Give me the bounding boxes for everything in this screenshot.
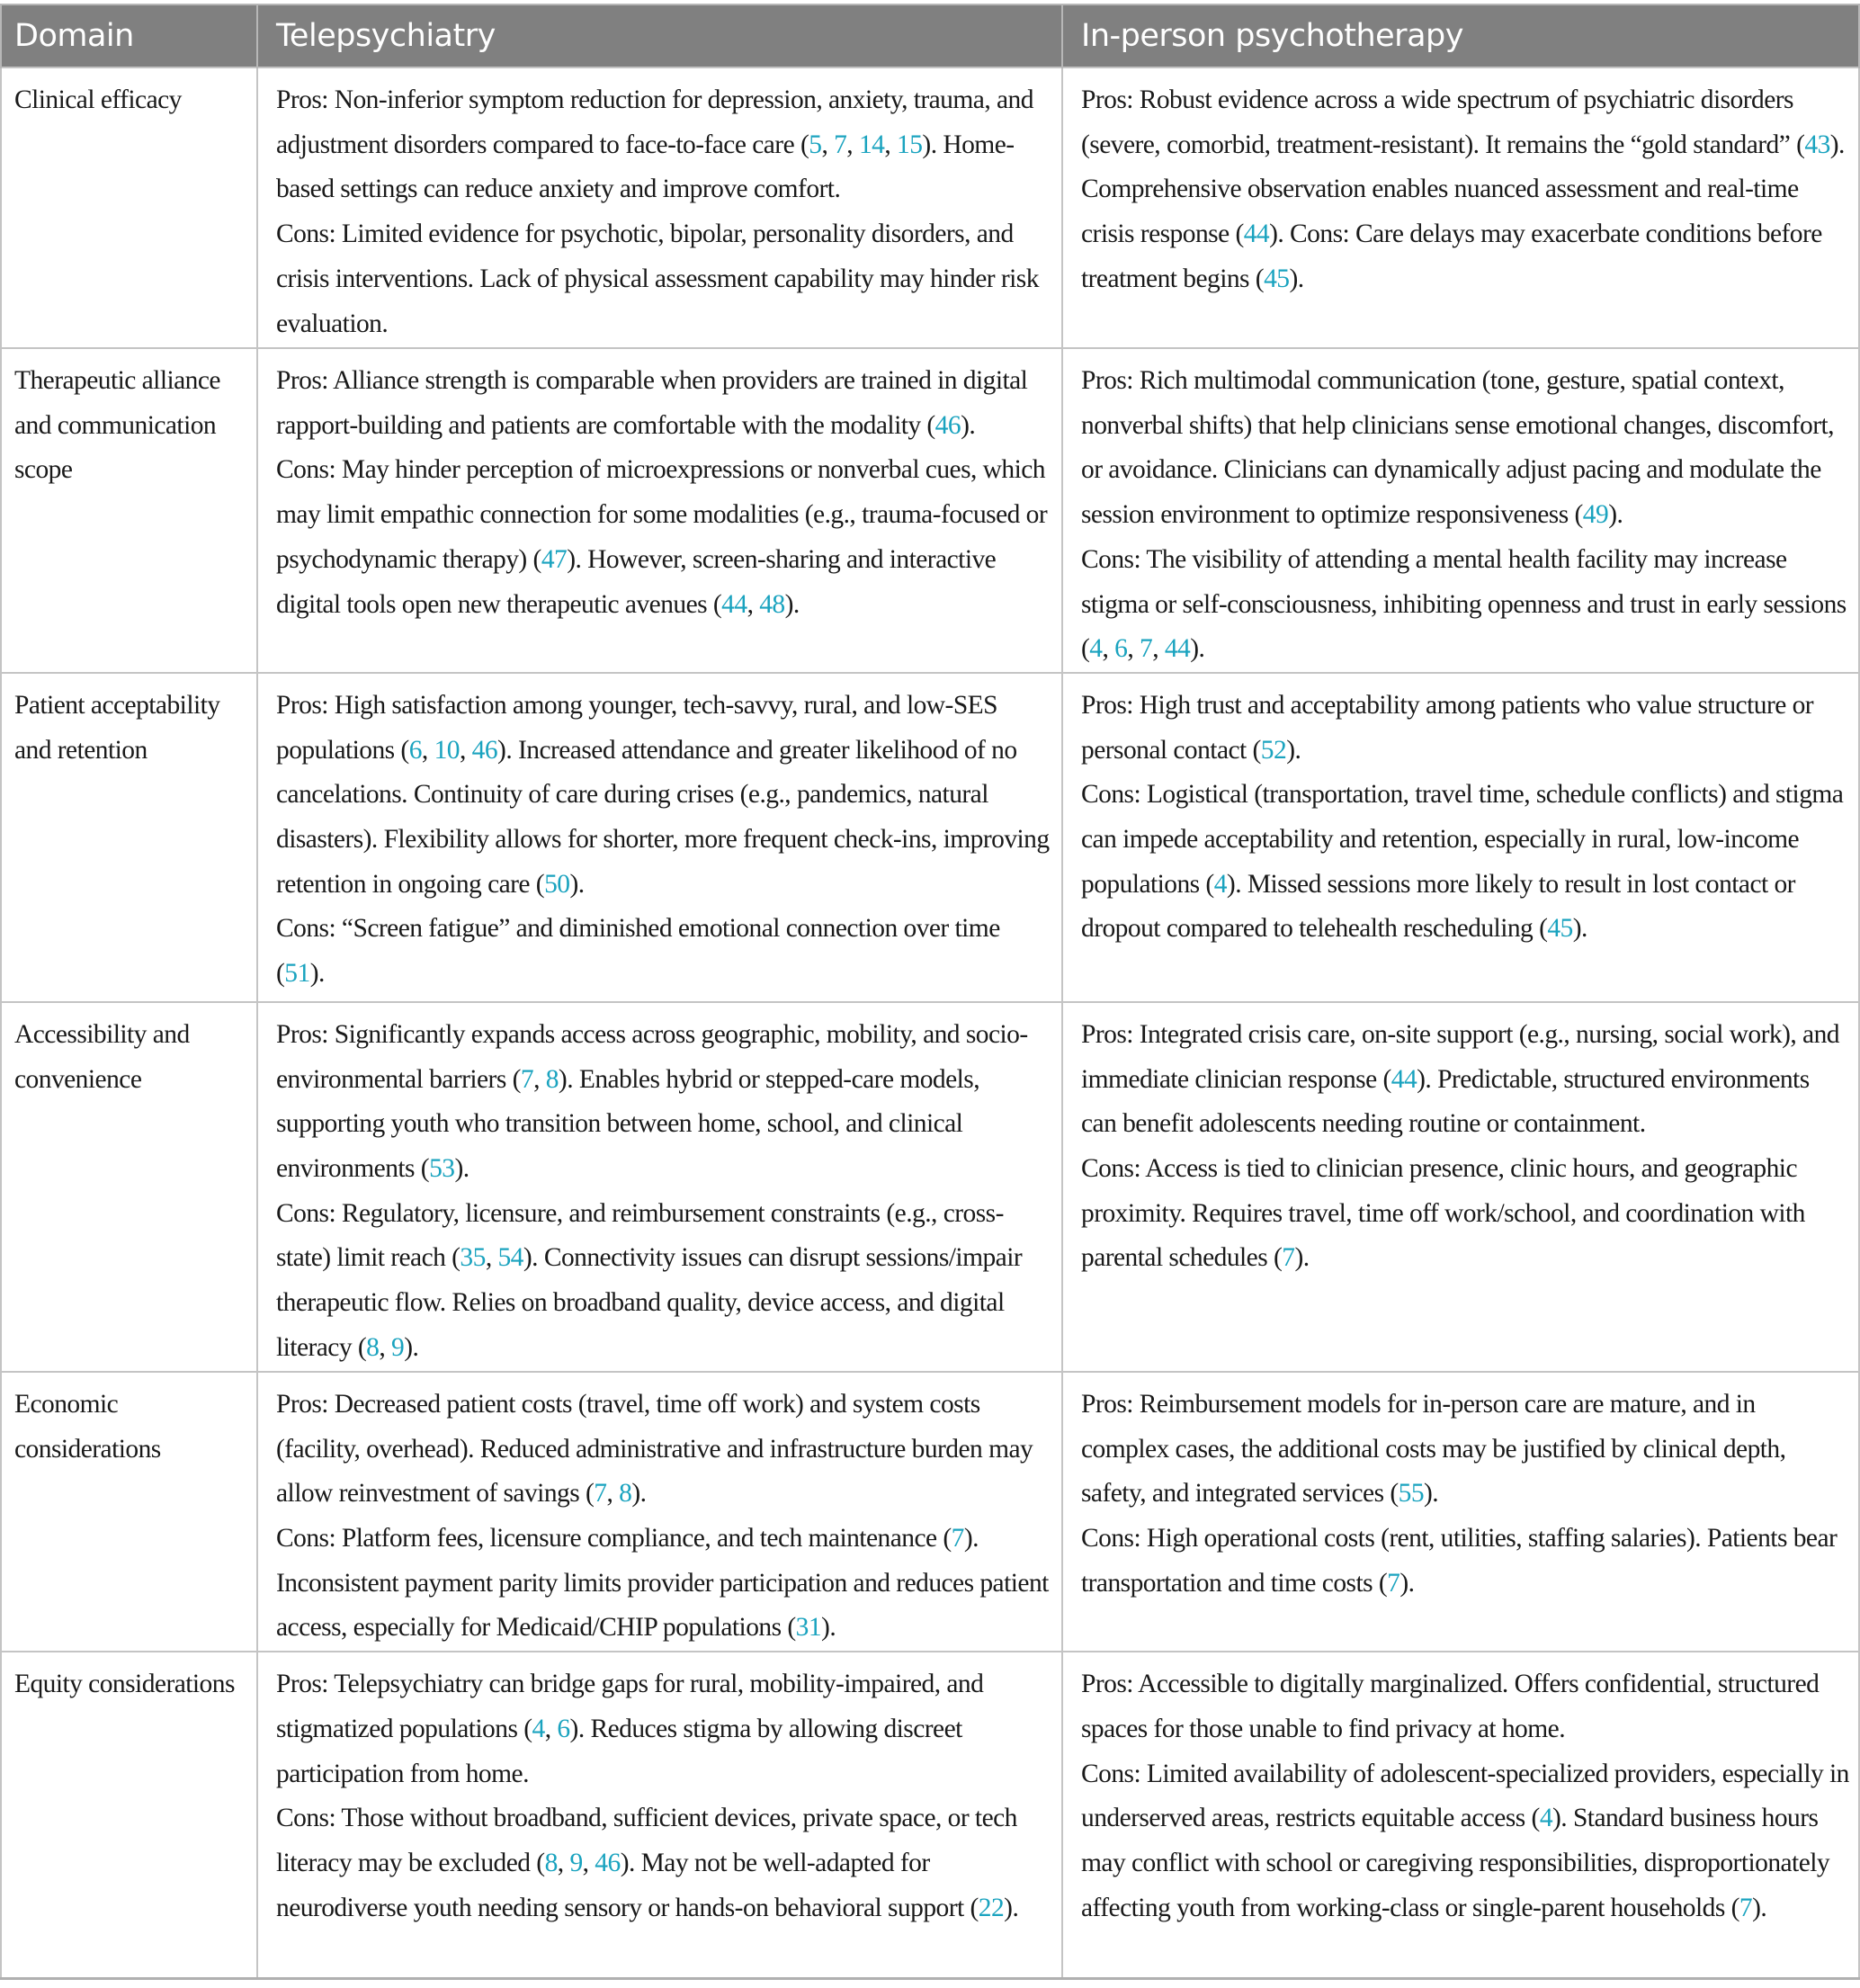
cell-text: , (421, 735, 434, 765)
cell-text: ). (309, 959, 325, 989)
cell-text: Cons: Platform fees, licensure compliance, and tech maintenance ( (276, 1524, 952, 1554)
table-header (1, 4, 1859, 67)
cell-text: ). Inconsistent payment parity limits provider participation and reduces patient access, especially for Medicaid/CHIP populations ( (276, 1524, 1049, 1643)
citation-link[interactable]: 35 (460, 1243, 486, 1273)
cell-paragraph (1081, 1383, 1849, 1517)
cell-text: ). (404, 1332, 419, 1362)
table-row (1, 67, 1859, 348)
citation-link[interactable]: 49 (1582, 500, 1609, 530)
cell-paragraph (276, 907, 1052, 996)
cell-text: ). (631, 1479, 647, 1509)
citation-link[interactable]: 48 (759, 589, 785, 619)
cell-paragraph (276, 78, 1052, 212)
citation-link[interactable]: 46 (595, 1848, 621, 1877)
citation-link[interactable]: 53 (429, 1154, 455, 1184)
citation-link[interactable]: 6 (1114, 634, 1128, 664)
table-row (1, 1002, 1859, 1372)
citation-link[interactable]: 43 (1804, 130, 1830, 159)
cell-text: ). Comprehensive observation enables nuanced assessment and real-time crisis response ( (1081, 130, 1845, 249)
cell-text: Pros: Integrated crisis care, on-site support (e.g., nursing, social work), and immediate clinician response ( (1081, 1019, 1839, 1094)
cell-text: Pros: Reimbursement models for in-person care are mature, and in complex cases, the additional costs may be justified by clinical depth, safety, and integrated services ( (1081, 1389, 1786, 1509)
telepsychiatry-cell (257, 673, 1062, 1002)
citation-link[interactable]: 44 (1243, 219, 1270, 249)
cell-text: , (582, 1848, 595, 1877)
cell-paragraph (1081, 773, 1849, 952)
citation-link[interactable]: 54 (497, 1243, 523, 1273)
cell-paragraph (276, 1517, 1052, 1651)
citation-link[interactable]: 4 (1089, 634, 1103, 664)
citation-link[interactable]: 7 (594, 1479, 607, 1509)
comparison-table (0, 4, 1860, 1980)
telepsychiatry-cell (257, 67, 1062, 348)
cell-text: ). Increased attendance and greater likelihood of no cancelations. Continuity of care during crises (e.g., pandemics, natural disasters). Flexibility allows for shorter, more frequent check-ins, improving retention in ongoing care ( (276, 735, 1050, 899)
citation-link[interactable]: 8 (544, 1848, 558, 1877)
domain-cell: Clinical efficacy (1, 67, 257, 348)
domain-cell: Economic considerations (1, 1372, 257, 1652)
citation-link[interactable]: 52 (1260, 735, 1287, 765)
cell-text: Cons: Limited availability of adolescent-specialized providers, especially in underserved areas, restricts equitable access ( (1081, 1759, 1849, 1833)
citation-link[interactable]: 44 (721, 589, 747, 619)
comparison-table-container (0, 4, 1858, 1980)
cell-text: Pros: Robust evidence across a wide spectrum of psychiatric disorders (severe, comorbid, treatment-resistant). It remains the “gold standard” ( (1081, 85, 1805, 159)
cell-paragraph (276, 1383, 1052, 1517)
cell-text: , (544, 1714, 558, 1743)
cell-text: Cons: High operational costs (rent, utilities, staffing salaries). Patients bear transportation and time costs ( (1081, 1524, 1838, 1598)
cell-paragraph (276, 448, 1052, 627)
cell-text: ). (1190, 634, 1205, 664)
in-person-cell (1062, 1002, 1859, 1372)
cell-paragraph (276, 359, 1052, 448)
cell-text: Cons: Those without broadband, sufficient devices, private space, or tech literacy may be excluded ( (276, 1804, 1017, 1877)
cell-paragraph (1081, 1752, 1849, 1931)
header-row (1, 4, 1859, 67)
citation-link[interactable]: 7 (834, 130, 847, 159)
cell-text: ). Missed sessions more likely to result in lost contact or dropout compared to telehealth rescheduling ( (1081, 869, 1795, 944)
table-body (1, 67, 1859, 1979)
citation-link[interactable]: 8 (366, 1332, 380, 1362)
citation-link[interactable]: 7 (1739, 1893, 1753, 1922)
cell-text: Cons: Limited evidence for psychotic, bipolar, personality disorders, and crisis interventions. Lack of physical assessment capability may hinder risk evaluation. (276, 219, 1039, 338)
citation-link[interactable]: 22 (978, 1893, 1005, 1922)
cell-paragraph (276, 684, 1052, 908)
citation-link[interactable]: 7 (1387, 1568, 1400, 1598)
telepsychiatry-cell (257, 1652, 1062, 1979)
in-person-cell (1062, 348, 1859, 673)
cell-text: Cons: May hinder perception of microexpressions or nonverbal cues, which may limit empathic connection for some modalities (e.g., trauma-focused or psychodynamic therapy) ( (276, 455, 1048, 574)
citation-link[interactable]: 4 (532, 1714, 545, 1743)
cell-text: ). Connectivity issues can disrupt sessions/impair therapeutic flow. Relies on broadband quality, device access, and digital literacy ( (276, 1243, 1023, 1362)
cell-text: , (846, 130, 859, 159)
cell-text: ). Predictable, structured environments can benefit adolescents needing routine or containment. (1081, 1064, 1810, 1139)
cell-paragraph (1081, 684, 1849, 773)
citation-link[interactable]: 44 (1164, 634, 1191, 664)
in-person-cell (1062, 1652, 1859, 1979)
citation-link[interactable]: 7 (1140, 634, 1153, 664)
citation-link[interactable]: 44 (1391, 1064, 1417, 1094)
cell-text: ). (454, 1154, 469, 1184)
cell-text: ). (1608, 500, 1623, 530)
cell-paragraph (1081, 78, 1849, 302)
header-domain: Domain (1, 4, 257, 67)
cell-text: ). Enables hybrid or stepped-care models, supporting youth who transition between home, school, and clinical environments ( (276, 1064, 980, 1184)
cell-paragraph (1081, 1517, 1849, 1606)
header-in-person: In-person psychotherapy (1062, 4, 1859, 67)
cell-text: ). (784, 589, 800, 619)
citation-link[interactable]: 46 (934, 410, 961, 440)
in-person-cell (1062, 673, 1859, 1002)
cell-paragraph (1081, 1662, 1849, 1751)
table-row (1, 1652, 1859, 1979)
citation-link[interactable]: 7 (951, 1524, 964, 1554)
cell-paragraph (276, 1192, 1052, 1371)
citation-link[interactable]: 9 (391, 1332, 405, 1362)
citation-link[interactable]: 6 (557, 1714, 570, 1743)
cell-text: Pros: High trust and acceptability among patients who value structure or personal contact ( (1081, 690, 1814, 765)
citation-link[interactable]: 15 (897, 130, 923, 159)
citation-link[interactable]: 31 (795, 1613, 822, 1643)
cell-paragraph (276, 1013, 1052, 1192)
telepsychiatry-cell (257, 1372, 1062, 1652)
table-row (1, 348, 1859, 673)
citation-link[interactable]: 5 (809, 130, 822, 159)
cell-text: ). Standard business hours may conflict with school or caregiving responsibilities, disproportionately affecting youth from working-class or single-parent households ( (1081, 1804, 1830, 1922)
cell-text: , (606, 1479, 620, 1509)
domain-cell: Equity considerations (1, 1652, 257, 1979)
citation-link[interactable]: 6 (408, 735, 422, 765)
cell-text: ). (1399, 1568, 1415, 1598)
cell-paragraph (1081, 1013, 1849, 1147)
citation-link[interactable]: 45 (1547, 914, 1573, 944)
telepsychiatry-cell (257, 1002, 1062, 1372)
cell-text: Cons: Access is tied to clinician presence, clinic hours, and geographic proximity. Requires travel, time off work/school, and coordination with parental schedules ( (1081, 1154, 1805, 1273)
cell-text: , (1152, 634, 1165, 664)
citation-link[interactable]: 10 (434, 735, 460, 765)
cell-text: , (747, 589, 760, 619)
citation-link[interactable]: 8 (545, 1064, 559, 1094)
citation-link[interactable]: 4 (1539, 1804, 1553, 1833)
cell-text: ). Home-based settings can reduce anxiety and improve comfort. (276, 130, 1015, 204)
citation-link[interactable]: 55 (1398, 1479, 1425, 1509)
cell-text: ). (961, 410, 976, 440)
cell-paragraph (276, 212, 1052, 346)
cell-text: Pros: Significantly expands access across geographic, mobility, and socio-environmental barriers ( (276, 1019, 1028, 1094)
citation-link[interactable]: 9 (569, 1848, 583, 1877)
cell-text: ). (1289, 264, 1304, 293)
cell-text: Pros: High satisfaction among younger, tech-savvy, rural, and low-SES populations ( (276, 690, 998, 765)
cell-paragraph (1081, 359, 1849, 538)
cell-text: Pros: Non-inferior symptom reduction for depression, anxiety, trauma, and adjustment disorders compared to face-to-face care ( (276, 85, 1033, 159)
cell-text: ). Reduces stigma by allowing discreet participation from home. (276, 1714, 962, 1788)
cell-text: Pros: Decreased patient costs (travel, time off work) and system costs (facility, overhead). Reduced administrative and infrastructure burden may allow reinvestment of savings ( (276, 1389, 1033, 1509)
domain-cell: Therapeutic alliance and communication scope (1, 348, 257, 673)
cell-text: ). (1572, 914, 1587, 944)
cell-text: ). Cons: Care delays may exacerbate conditions before treatment begins ( (1081, 219, 1822, 293)
cell-text: , (459, 735, 472, 765)
domain-cell: Accessibility and convenience (1, 1002, 257, 1372)
cell-text: ). May not be well-adapted for neurodiverse youth needing sensory or hands-on behavioral support ( (276, 1848, 979, 1922)
cell-text: , (379, 1332, 392, 1362)
cell-text: ). (821, 1613, 836, 1643)
citation-link[interactable]: 7 (1282, 1243, 1295, 1273)
citation-link[interactable]: 8 (619, 1479, 632, 1509)
cell-text: Cons: Logistical (transportation, travel time, schedule conflicts) and stigma can impede acceptability and retention, especially in rural, low-income populations ( (1081, 780, 1844, 899)
cell-text: , (1127, 634, 1140, 664)
cell-text: ). (1424, 1479, 1439, 1509)
table-row (1, 673, 1859, 1002)
cell-text: ). However, screen-sharing and interactive digital tools open new therapeutic avenues ( (276, 544, 997, 619)
cell-paragraph (1081, 1147, 1849, 1281)
citation-link[interactable]: 46 (471, 735, 498, 765)
cell-text: , (884, 130, 898, 159)
citation-link[interactable]: 47 (541, 544, 568, 574)
cell-text: Cons: The visibility of attending a mental health facility may increase stigma or self-consciousness, inhibiting openness and trust in early sessions ( (1081, 544, 1847, 664)
telepsychiatry-cell (257, 348, 1062, 673)
cell-text: ). (1294, 1243, 1310, 1273)
cell-text: Pros: Accessible to digitally marginalized. Offers confidential, structured spaces for those unable to find privacy at home. (1081, 1670, 1820, 1743)
cell-text: Cons: Regulatory, licensure, and reimbursement constraints (e.g., cross-state) limit reach ( (276, 1198, 1004, 1273)
cell-text: , (1102, 634, 1115, 664)
in-person-cell (1062, 1372, 1859, 1652)
domain-cell: Patient acceptability and retention (1, 673, 257, 1002)
cell-text: Pros: Alliance strength is comparable when providers are trained in digital rapport-building and patients are comfortable with the modality ( (276, 366, 1028, 440)
cell-text: , (557, 1848, 570, 1877)
cell-text: , (821, 130, 835, 159)
cell-paragraph (276, 1662, 1052, 1796)
cell-text: ). (1286, 735, 1301, 765)
cell-text: Pros: Rich multimodal communication (tone, gesture, spatial context, nonverbal shifts) that help clinicians sense emotional changes, discomfort, or avoidance. Clinicians can dynamically adjust pacing and modulate the session environment to optimize responsiveness ( (1081, 366, 1834, 530)
cell-text: , (533, 1064, 546, 1094)
citation-link[interactable]: 14 (858, 130, 885, 159)
cell-text: , (485, 1243, 498, 1273)
cell-text: Cons: “Screen fatigue” and diminished emotional connection over time ( (276, 914, 1000, 989)
in-person-cell (1062, 67, 1859, 348)
citation-link[interactable]: 51 (284, 959, 310, 989)
citation-link[interactable]: 4 (1213, 869, 1227, 899)
header-telepsychiatry: Telepsychiatry (257, 4, 1062, 67)
citation-link[interactable]: 7 (520, 1064, 534, 1094)
cell-text: Pros: Telepsychiatry can bridge gaps for rural, mobility-impaired, and stigmatized populations ( (276, 1670, 984, 1743)
cell-text: ). (1752, 1893, 1767, 1922)
citation-link[interactable]: 45 (1264, 264, 1290, 293)
cell-text: ). (569, 869, 585, 899)
citation-link[interactable]: 50 (544, 869, 570, 899)
cell-text: ). (1004, 1893, 1019, 1922)
cell-paragraph (1081, 538, 1849, 672)
table-row (1, 1372, 1859, 1652)
cell-paragraph (276, 1796, 1052, 1930)
